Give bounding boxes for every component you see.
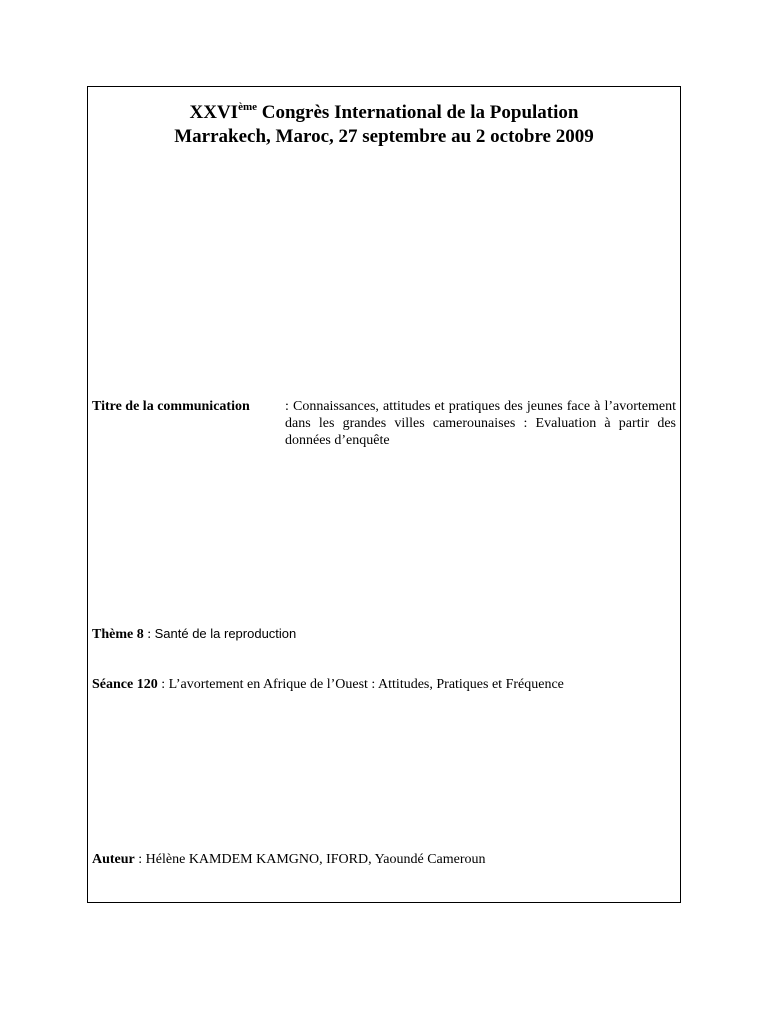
document-frame [87,86,681,903]
communication-title-row [92,398,676,449]
communication-title-label: Titre de la communication [92,399,250,414]
theme-label: Thème 8 [92,627,144,642]
communication-title-value: : Connaissances, attitudes et pratiques des jeunes face à l’avortement dans les grandes villes camerounaises : Evaluation à partir des données d’enquête [285,399,676,448]
theme-row: Thème 8 : Santé de la reproduction [92,626,297,642]
session-label: Séance 120 [92,677,158,692]
session-row [92,676,676,693]
conference-location-dates: Marrakech, Maroc, 27 septembre au 2 octobre 2009 [174,126,594,147]
conference-header [88,101,680,149]
conference-title: XXVIème Congrès International de la Population [189,101,579,123]
author-value: : Hélène KAMDEM KAMGNO, IFORD, Yaoundé Cameroun [134,852,486,867]
ordinal-superscript: ème [238,101,258,113]
theme-value: Santé de la reproduction [154,626,297,641]
author-row [92,851,676,868]
author-label: Auteur [92,852,135,867]
session-value: : L’avortement en Afrique de l’Ouest : Attitudes, Pratiques et Fréquence [157,677,564,692]
